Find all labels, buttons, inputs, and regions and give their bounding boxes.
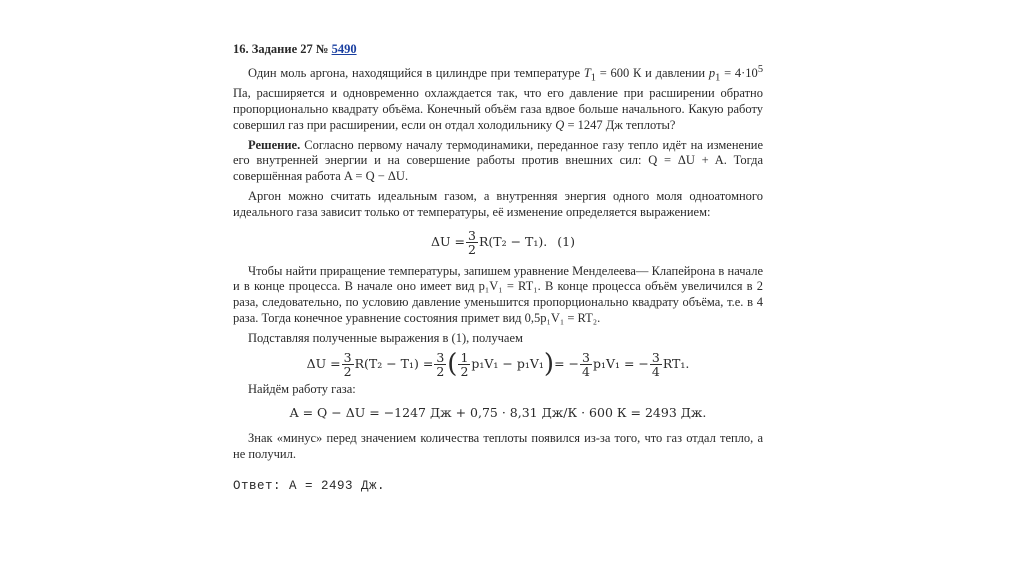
f2-d3: 2 xyxy=(460,363,469,379)
f2-d4: 4 xyxy=(582,363,590,379)
f2-n5: 3 xyxy=(651,349,660,365)
f1-tag: (1) xyxy=(557,234,575,250)
var-p-sub: 1 xyxy=(715,72,721,84)
solution-label: Решение. xyxy=(248,137,301,152)
p1-exponent: 5 xyxy=(757,63,764,75)
q-value: = 1247 Дж теплоты? xyxy=(564,117,676,132)
f2-n4: 3 xyxy=(582,349,590,365)
f1-left: ΔU = xyxy=(431,234,466,250)
f2-e: p₁V₁ = − xyxy=(592,356,649,372)
problem-seg1: Один моль аргона, находящийся в цилиндре при температуре xyxy=(248,65,581,80)
f2-d5: 4 xyxy=(651,363,660,379)
formula-1 xyxy=(243,229,763,256)
f2-d1: 2 xyxy=(343,363,352,379)
var-T: T xyxy=(583,65,591,80)
t1-value: = 600 К и давлении xyxy=(595,65,706,80)
f2-close-paren: ) xyxy=(543,349,555,380)
f2-f: RT₁. xyxy=(662,356,690,372)
problem-seg2: Па, расширяется и одновременно охлаждается так, что его давление при расширении обратно пропорционально квадрату объёма. Конечный объём газа вдвое больше начального. Какую работу совершил газ при расширении, если он отдал холодильнику xyxy=(233,86,763,132)
f1-right: R(T₂ − T₁). xyxy=(478,234,548,250)
formula-3: A = Q − ΔU = −1247 Дж + 0,75 · 8,31 Дж/К · 600 К = 2493 Дж. xyxy=(289,405,707,421)
document-body xyxy=(233,42,763,495)
f2-frac2 xyxy=(434,351,446,378)
problem-text xyxy=(233,62,763,134)
f2-d2: 2 xyxy=(436,363,445,379)
f2-c: p₁V₁ − p₁V₁ xyxy=(471,356,544,372)
solution-p4: Подставляя полученные выражения в (1), получаем xyxy=(248,330,523,345)
p1-value: = 4·10 xyxy=(720,65,758,80)
solution-p6: Знак «минус» перед значением количества теплоты появился из-за того, что газ отдал тепло, а не получил. xyxy=(233,431,763,461)
var-Q: Q xyxy=(555,117,565,132)
solution-p5: Найдём работу газа: xyxy=(248,381,356,396)
answer: Ответ: A = 2493 Дж. xyxy=(233,478,386,493)
f2-frac1 xyxy=(342,351,354,378)
f2-frac3 xyxy=(458,351,470,378)
f2-frac4 xyxy=(580,351,592,378)
f1-fraction xyxy=(466,229,478,256)
f2-frac5 xyxy=(650,351,662,378)
task-header xyxy=(233,42,763,58)
var-T-sub: 1 xyxy=(590,72,596,84)
solution-p1 xyxy=(233,138,763,185)
formula-2 xyxy=(233,351,763,378)
f2-a: ΔU = xyxy=(306,356,341,372)
f2-open-paren: ( xyxy=(447,349,458,380)
f1-den: 2 xyxy=(468,241,476,257)
f2-d: = − xyxy=(554,356,579,372)
solution-p1-text: Согласно первому началу термодинамики, переданное газу тепло идёт на изменение его внутренней энергии и на совершение работы против внешних сил: Q = ΔU + A. Тогда совершённая работа A = Q − ΔU. xyxy=(233,137,763,184)
solution-p2: Аргон можно считать идеальным газом, а внутренняя энергия одного моля одноатомного идеального газа зависит только от температуры, её изменение определяется выражением: xyxy=(233,189,763,219)
var-p: p xyxy=(708,65,716,80)
task-number-link[interactable]: 5490 xyxy=(331,42,357,56)
f2-n1: 3 xyxy=(343,349,352,365)
f2-b: R(T₂ − T₁) = xyxy=(354,356,434,372)
f2-n3: 1 xyxy=(460,349,469,365)
solution-p3: Чтобы найти приращение температуры, запишем уравнение Менделеева— Клапейрона в начале и в конце процесса. В начале оно имеет вид p₁V₁ = RT₁. В конце процесса объём увеличился в 2 раза, следовательно, по условию давление уменьшится пропорционально квадрату объёма, т.е. в 4 раза. Тогда конечное уравнение состояния примет вид 0,5p₁V₁ = RT₂. xyxy=(233,263,763,326)
f1-num: 3 xyxy=(468,227,476,243)
task-label: 16. Задание 27 № xyxy=(233,42,329,56)
f2-n2: 3 xyxy=(436,349,445,365)
